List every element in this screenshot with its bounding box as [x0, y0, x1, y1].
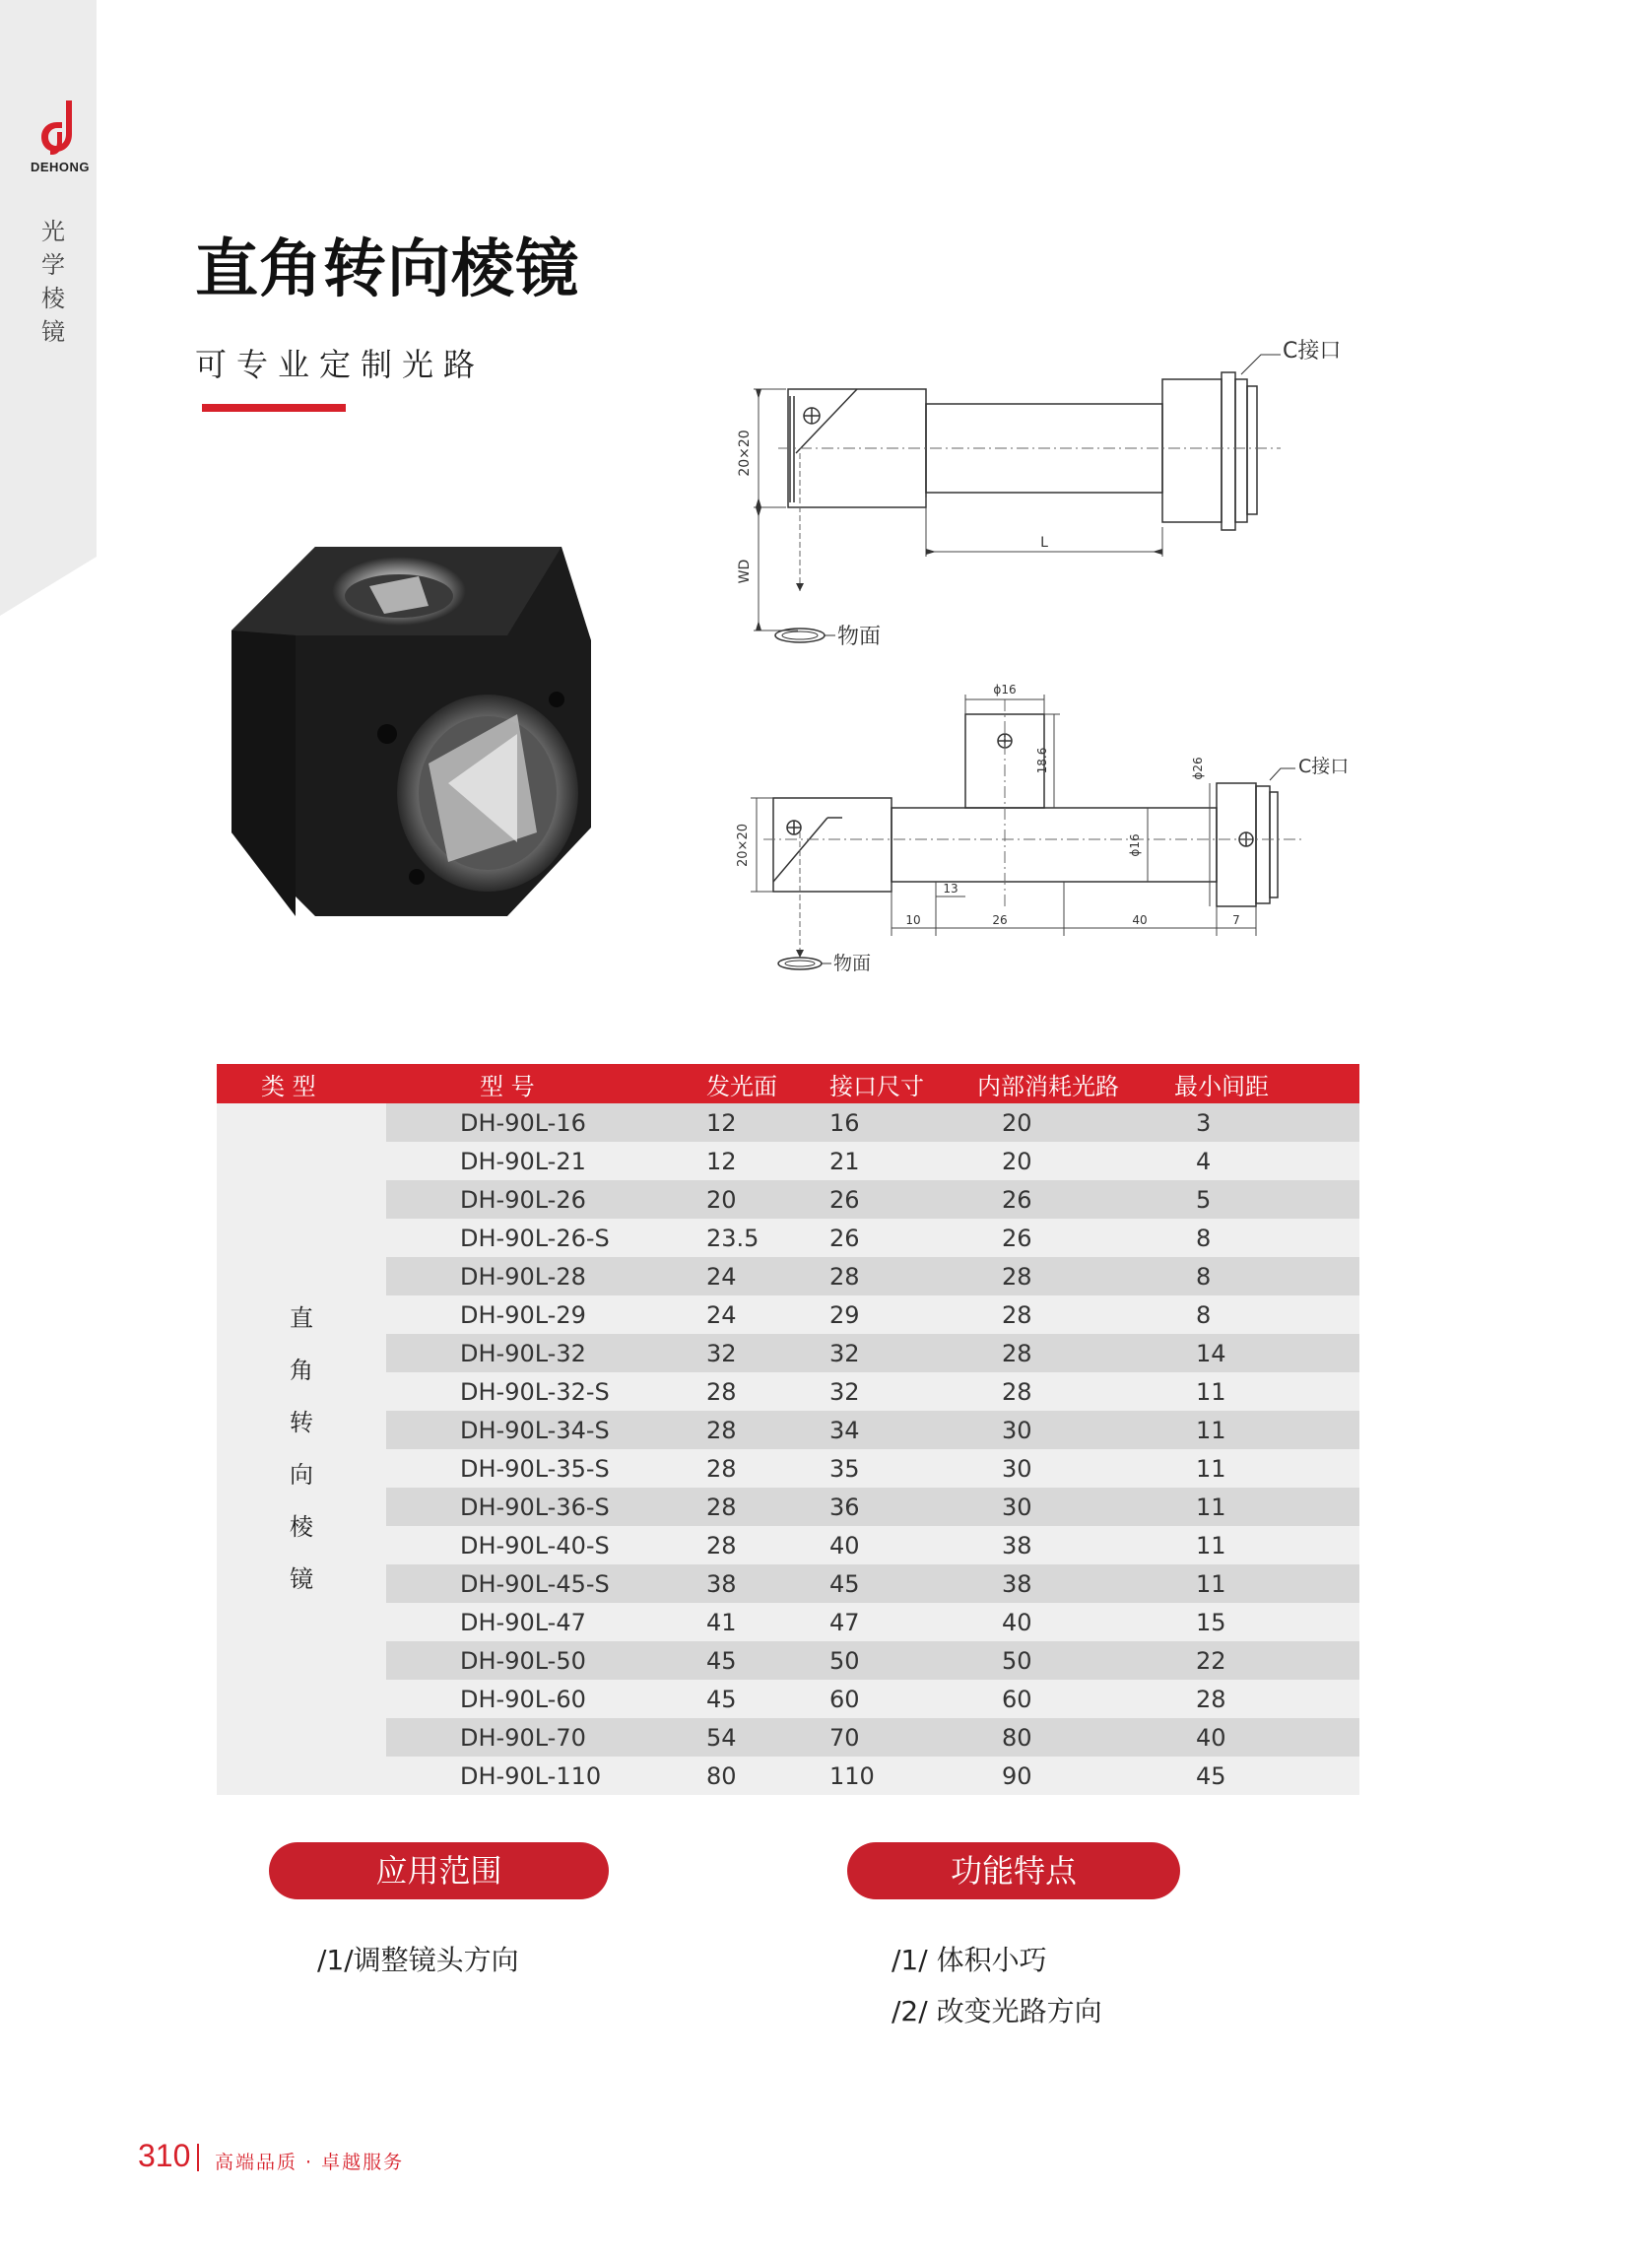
emitting-cell: 41 [706, 1603, 829, 1641]
bottom-dimension-drawing [729, 670, 1399, 995]
table-row [217, 1603, 1359, 1641]
interface-cell: 36 [829, 1488, 977, 1526]
dehong-logo-icon [38, 99, 82, 156]
interface-cell: 60 [829, 1680, 977, 1718]
footer-divider [197, 2144, 199, 2171]
interface-cell: 45 [829, 1564, 977, 1603]
table-row [217, 1142, 1359, 1180]
emitting-cell: 24 [706, 1257, 829, 1295]
table-header-row [217, 1064, 1359, 1103]
path-cell: 28 [977, 1295, 1174, 1334]
dim-18-6: 18.6 [1035, 747, 1049, 774]
feature-item: /1/ 体积小巧 [892, 1944, 1047, 1976]
model-cell: DH-90L-28 [386, 1257, 706, 1295]
model-cell: DH-90L-40-S [386, 1526, 706, 1564]
path-cell: 50 [977, 1641, 1174, 1680]
emitting-cell: 38 [706, 1564, 829, 1603]
path-cell: 30 [977, 1488, 1174, 1526]
interface-cell: 34 [829, 1411, 977, 1449]
header-min-spacing: 最小间距 [1174, 1064, 1359, 1103]
dim-7: 7 [1232, 913, 1240, 927]
spacing-cell: 14 [1174, 1334, 1359, 1372]
interface-cell: 32 [829, 1334, 977, 1372]
interface-cell: 110 [829, 1757, 977, 1795]
path-cell: 90 [977, 1757, 1174, 1795]
emitting-cell: 12 [706, 1142, 829, 1180]
model-cell: DH-90L-34-S [386, 1411, 706, 1449]
features-heading: 功能特点 [847, 1842, 1180, 1899]
table-row [217, 1526, 1359, 1564]
model-cell: DH-90L-16 [386, 1103, 706, 1142]
interface-cell: 50 [829, 1641, 977, 1680]
type-char: 向 [290, 1461, 313, 1489]
path-cell: 30 [977, 1449, 1174, 1488]
table-row [217, 1564, 1359, 1603]
emitting-cell: 28 [706, 1449, 829, 1488]
dim-13: 13 [943, 882, 958, 896]
table-row [217, 1180, 1359, 1219]
table-row [217, 1334, 1359, 1372]
spacing-cell: 4 [1174, 1142, 1359, 1180]
spacing-cell: 8 [1174, 1257, 1359, 1295]
table-row [217, 1449, 1359, 1488]
interface-cell: 29 [829, 1295, 977, 1334]
table-row [217, 1411, 1359, 1449]
type-char: 直 [290, 1304, 313, 1332]
interface-cell: 28 [829, 1257, 977, 1295]
spacing-cell: 3 [1174, 1103, 1359, 1142]
table-row [217, 1488, 1359, 1526]
path-cell: 30 [977, 1411, 1174, 1449]
type-char: 镜 [290, 1565, 313, 1593]
spacing-cell: 28 [1174, 1680, 1359, 1718]
path-cell: 28 [977, 1372, 1174, 1411]
top-dimension-drawing [729, 325, 1399, 660]
type-char: 棱 [290, 1513, 313, 1541]
spacing-cell: 11 [1174, 1372, 1359, 1411]
model-cell: DH-90L-36-S [386, 1488, 706, 1526]
model-cell: DH-90L-26-S [386, 1219, 706, 1257]
emitting-cell: 28 [706, 1372, 829, 1411]
interface-cell: 21 [829, 1142, 977, 1180]
model-cell: DH-90L-35-S [386, 1449, 706, 1488]
brand-logo [26, 99, 95, 174]
spacing-cell: 11 [1174, 1526, 1359, 1564]
application-item: /1/调整镜头方向 [317, 1944, 519, 1976]
emitting-cell: 20 [706, 1180, 829, 1219]
model-cell: DH-90L-32-S [386, 1372, 706, 1411]
emitting-cell: 80 [706, 1757, 829, 1795]
table-row [217, 1680, 1359, 1718]
dim-26: 26 [992, 913, 1008, 927]
path-cell: 20 [977, 1142, 1174, 1180]
emitting-cell: 24 [706, 1295, 829, 1334]
title-underline [202, 404, 346, 412]
dim-phi26: ϕ26 [1191, 757, 1205, 780]
emitting-cell: 32 [706, 1334, 829, 1372]
dim-10: 10 [905, 913, 921, 927]
interface-cell: 32 [829, 1372, 977, 1411]
object-plane-label-bottom: 物面 [833, 953, 872, 974]
footer-slogan: 高端品质 · 卓越服务 [215, 2152, 405, 2173]
header-model: 型 号 [386, 1064, 706, 1103]
path-cell: 28 [977, 1334, 1174, 1372]
interface-cell: 47 [829, 1603, 977, 1641]
emitting-cell: 28 [706, 1488, 829, 1526]
interface-cell: 26 [829, 1180, 977, 1219]
type-char: 转 [290, 1409, 313, 1436]
emitting-cell: 12 [706, 1103, 829, 1142]
model-cell: DH-90L-50 [386, 1641, 706, 1680]
dim-phi16-top: ϕ16 [993, 683, 1017, 697]
path-cell: 26 [977, 1219, 1174, 1257]
emitting-cell: 45 [706, 1641, 829, 1680]
type-cell [217, 1103, 386, 1795]
dim-wd-label: WD [737, 559, 753, 584]
brand-name: DEHONG [30, 160, 91, 174]
emitting-cell: 54 [706, 1718, 829, 1757]
header-type: 类 型 [217, 1064, 386, 1103]
header-emitting-surface: 发光面 [706, 1064, 829, 1103]
model-cell: DH-90L-45-S [386, 1564, 706, 1603]
dim-square-label: 20×20 [737, 430, 753, 477]
side-category-label: 光学棱镜 [41, 218, 65, 346]
spacing-cell: 5 [1174, 1180, 1359, 1219]
type-char: 角 [290, 1357, 313, 1384]
page-title: 直角转向棱镜 [195, 233, 579, 306]
table-row [217, 1219, 1359, 1257]
path-cell: 80 [977, 1718, 1174, 1757]
interface-cell: 16 [829, 1103, 977, 1142]
spacing-cell: 11 [1174, 1488, 1359, 1526]
spacing-cell: 11 [1174, 1564, 1359, 1603]
spacing-cell: 11 [1174, 1411, 1359, 1449]
page-number: 310 [138, 2138, 191, 2173]
model-cell: DH-90L-26 [386, 1180, 706, 1219]
table-row [217, 1103, 1359, 1142]
path-cell: 38 [977, 1526, 1174, 1564]
dim-40: 40 [1132, 913, 1148, 927]
interface-cell: 40 [829, 1526, 977, 1564]
table-row [217, 1757, 1359, 1795]
table-row [217, 1641, 1359, 1680]
header-internal-path: 内部消耗光路 [977, 1064, 1174, 1103]
table-row [217, 1257, 1359, 1295]
path-cell: 28 [977, 1257, 1174, 1295]
table-row [217, 1718, 1359, 1757]
emitting-cell: 45 [706, 1680, 829, 1718]
dim-length-label: L [1040, 535, 1048, 551]
table-row [217, 1295, 1359, 1334]
interface-cell: 26 [829, 1219, 977, 1257]
emitting-cell: 28 [706, 1526, 829, 1564]
object-plane-label: 物面 [837, 625, 882, 649]
spacing-cell: 15 [1174, 1603, 1359, 1641]
dim-square-label-bottom: 20×20 [736, 824, 751, 867]
emitting-cell: 28 [706, 1411, 829, 1449]
model-cell: DH-90L-21 [386, 1142, 706, 1180]
prism-product-image [222, 537, 616, 931]
spacing-cell: 8 [1174, 1219, 1359, 1257]
model-cell: DH-90L-32 [386, 1334, 706, 1372]
emitting-cell: 23.5 [706, 1219, 829, 1257]
model-cell: DH-90L-47 [386, 1603, 706, 1641]
path-cell: 20 [977, 1103, 1174, 1142]
interface-cell: 70 [829, 1718, 977, 1757]
model-cell: DH-90L-70 [386, 1718, 706, 1757]
spec-table [217, 1064, 1359, 1795]
path-cell: 38 [977, 1564, 1174, 1603]
spacing-cell: 40 [1174, 1718, 1359, 1757]
page-subtitle: 可专业定制光路 [195, 346, 486, 383]
spacing-cell: 45 [1174, 1757, 1359, 1795]
path-cell: 60 [977, 1680, 1174, 1718]
header-interface-size: 接口尺寸 [829, 1064, 977, 1103]
c-mount-label-bottom: C接口 [1298, 756, 1350, 777]
applications-heading: 应用范围 [269, 1842, 609, 1899]
dim-phi16-side: ϕ16 [1128, 833, 1142, 857]
spacing-cell: 11 [1174, 1449, 1359, 1488]
feature-item: /2/ 改变光路方向 [892, 1995, 1102, 2027]
spacing-cell: 22 [1174, 1641, 1359, 1680]
table-row [217, 1372, 1359, 1411]
path-cell: 26 [977, 1180, 1174, 1219]
model-cell: DH-90L-29 [386, 1295, 706, 1334]
spacing-cell: 8 [1174, 1295, 1359, 1334]
interface-cell: 35 [829, 1449, 977, 1488]
model-cell: DH-90L-110 [386, 1757, 706, 1795]
model-cell: DH-90L-60 [386, 1680, 706, 1718]
c-mount-label: C接口 [1283, 339, 1342, 364]
path-cell: 40 [977, 1603, 1174, 1641]
